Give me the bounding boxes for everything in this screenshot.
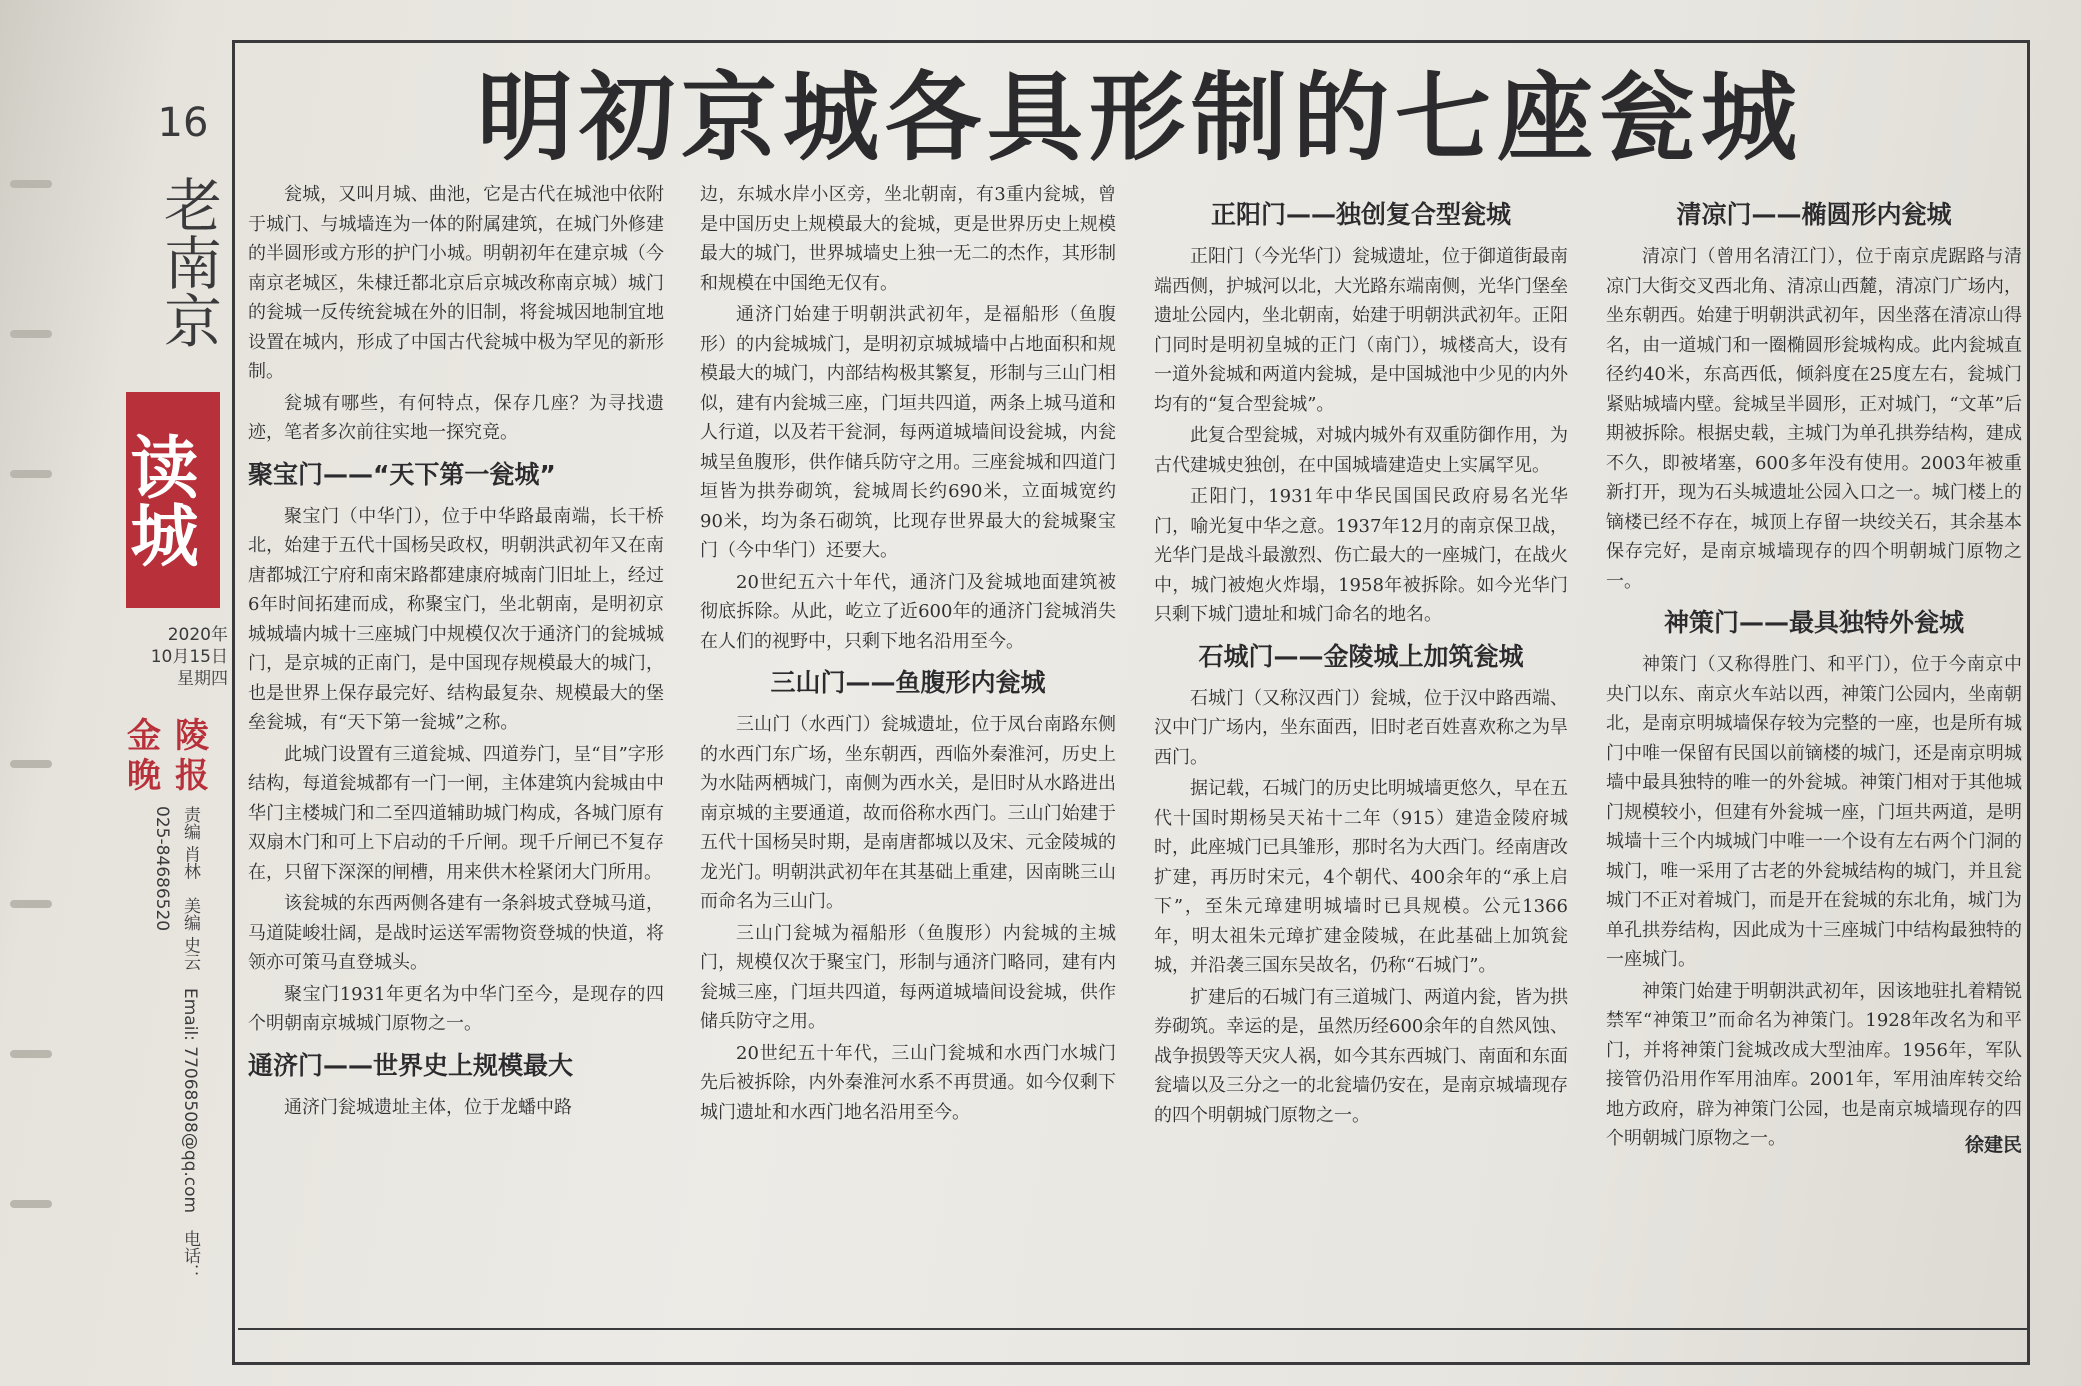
binding-hole	[10, 470, 52, 478]
article-paragraph: 神策门始建于明朝洪武初年，因该地驻扎着精锐禁军“神策卫”而命名为神策门。1928年改名为和平门，并将神策门瓮城改成大型油库。1956年，军队接管仍沿用作军用油库。2001年，军用油库转交给地方政府，辟为神策门公园，也是南京城墙现存的四个明朝城门原物之一。	[1606, 980, 2022, 1149]
article-paragraph: 此城门设置有三道瓮城、四道券门，呈“目”字形结构，每道瓮城都有一门一闸，主体建筑内瓮城由中华门主楼城门和二至四道辅助城门构成，各城门原有双扇木门和可上下启动的千斤闸。现千斤闸已不复存在，只留下深深的闸槽，用来供木栓紧闭大门所用。	[248, 743, 664, 883]
binding-hole	[10, 1200, 52, 1208]
article-paragraph: 通济门始建于明朝洪武初年，是福船形（鱼腹形）的内瓮城城门，是明初京城城墙中占地面积和规模最大的城门，内部结构极其繁复，形制与三山门相似，建有内瓮城三座，门垣共四道，两条上城马道和人行道，以及若干瓮洞，每两道城墙间设瓮城，内瓮城呈鱼腹形，供作储兵防守之用。三座瓮城和四道门垣皆为拱券砌筑，瓮城周长约690米，立面城宽约90米，均为条石砌筑，比现存世界最大的瓮城聚宝门（今中华门）还要大。	[700, 304, 1116, 561]
article-paragraph: 清凉门（曾用名清江门），位于南京虎踞路与清凉门大街交叉西北角、清凉山西麓，清凉门广场内，坐东朝西。始建于明朝洪武初年，因坐落在清凉山得名，由一道城门和一圈椭圆形瓮城构成。此内瓮城直径约40米，东高西低，倾斜度在25度左右，瓮城门紧贴城墙内壁。瓮城呈半圆形，正对城门，“文革”后期被拆除。根据史载，主城门为单孔拱券结构，建成不久，即被堵塞，600多年没有使用。2003年被重新打开，现为石头城遗址公园入口之一。城门楼上的镝楼已经不存在，城顶上存留一块绞关石，其余基本保存完好，是南京城墙现存的四个明朝城门原物之一。	[1606, 246, 2022, 592]
phone-line: 电话：025-84686520	[152, 806, 200, 1282]
article-paragraph: 石城门（又称汉西门）瓮城，位于汉中路西端、汉中门广场内，坐东面西，旧时老百姓喜欢称之为旱西门。	[1154, 687, 1568, 768]
logo-char: 陵	[175, 716, 209, 756]
section-heading: 神策门——最具独特外瓮城	[1663, 608, 1964, 637]
binding-hole	[10, 760, 52, 768]
section-heading: 三山门——鱼腹形内瓮城	[770, 668, 1046, 697]
article-paragraph: 正阳门（今光华门）瓮城遗址，位于御道街最南端西侧，护城河以北，大光路东端南侧，光华门堡垒遗址公园内，坐北朝南，始建于明朝洪武初年。正阳门同时是明初皇城的正门（南门），城楼高大，设有一道外瓮城和两道内瓮城，是中国城池中少见的内外均有的“复合型瓮城”。	[1154, 246, 1568, 415]
article-paragraph: 正阳门，1931年中华民国国民政府易名光华门，喻光复中华之意。1937年12月的南京保卫战，光华门是战斗最激烈、伤亡最大的一座城门，在战火中，城门被炮火炸塌，1958年被拆除。如今光华门只剩下城门遗址和城门命名的地名。	[1154, 486, 1568, 625]
binding-hole	[10, 180, 52, 188]
binding-holes	[0, 0, 70, 1386]
article-paragraph: 据记载，石城门的历史比明城墙更悠久，早在五代十国时期杨吴天祐十二年（915）建造金陵府城时，此座城门已具雏形，那时名为大西门。经南唐改扩建，再历时宋元，4个朝代、400余年的“承上启下”，至朱元璋建明城墙时已具规模。公元1366年，明太祖朱元璋扩建金陵城，在此基础上加筑瓮城，并沿袭三国东吴故名，仍称“石城门”。	[1154, 778, 1568, 976]
binding-hole	[10, 330, 52, 338]
author-byline: 徐建民	[1964, 1133, 2022, 1156]
date-day: 10月15日	[150, 647, 228, 667]
article-paragraph: 此复合型瓮城，对城内城外有双重防御作用，为古代建城史独创，在中国城墙建造史上实属罕见。	[1154, 425, 1568, 476]
article-column-3	[1154, 188, 1568, 1132]
date-year: 2020年	[167, 625, 228, 645]
section-heading: 石城门——金陵城上加筑瓮城	[1198, 641, 1524, 671]
logo-char: 报	[175, 756, 209, 796]
article-paragraph: 聚宝门（中华门），位于中华路最南端，长干桥北，始建于五代十国杨吴政权，明朝洪武初年又在南唐都城江宁府和南宋路都建康府城南门旧址上，经过6年时间拓建而成，称聚宝门，坐北朝南，是明初京城城墙内城十三座城门中规模仅次于通济门的瓮城城门，是京城的正南门，是中国现存规模最大的城门，也是世界上保存最完好、结构最复杂、规模最大的堡垒瓮城，有“天下第一瓮城”之称。	[248, 505, 664, 733]
article-column-4	[1606, 188, 2022, 1157]
section-heading: 清凉门——椭圆形内瓮城	[1676, 200, 1952, 229]
section-name: 老南京	[154, 175, 222, 349]
binding-hole	[10, 900, 52, 908]
section-heading: 通济门——世界史上规模最大	[248, 1050, 574, 1080]
email-line: Email: 77068508@qq.com	[180, 987, 200, 1213]
article-paragraph: 20世纪五十年代，三山门瓮城和水西门水城门先后被拆除，内外秦淮河水系不再贯通。如今仅剩下城门遗址和水西门地名沿用至今。	[700, 1042, 1116, 1123]
article-column-1	[248, 180, 664, 1124]
article-paragraph: 瓮城有哪些，有何特点，保存几座？为寻找遗迹，笔者多次前往实地一探究竟。	[248, 392, 664, 443]
bottom-rule	[238, 1328, 2028, 1330]
section-heading: 聚宝门——“天下第一瓮城”	[248, 459, 556, 489]
section-heading: 正阳门——独创复合型瓮城	[1210, 200, 1511, 229]
editor-line: 责编 肖林	[180, 806, 200, 880]
page-number: 16	[157, 100, 209, 146]
newspaper-logo	[120, 716, 220, 796]
date-weekday: 星期四	[177, 669, 228, 689]
article-paragraph: 扩建后的石城门有三道城门、两道内瓮，皆为拱券砌筑。幸运的是，虽然历经600余年的自然风蚀、战争损毁等天灾人祸，如今其东西城门、南面和东面瓮墙以及三分之一的北瓮墙仍安在，是南京城墙现存的四个明朝城门原物之一。	[1154, 986, 1568, 1126]
article-paragraph: 三山门（水西门）瓮城遗址，位于凤台南路东侧的水西门东广场，坐东朝西，西临外秦淮河，历史上为水陆两栖城门，南侧为西水关，是旧时从水路进出南京城的主要通道，故而俗称水西门。三山门始建于五代十国杨吴时期，是南唐都城以及宋、元金陵城的龙光门。明朝洪武初年在其基础上重建，因南眺三山而命名为三山门。	[700, 714, 1116, 912]
article-column-2	[700, 180, 1116, 1129]
article-paragraph: 20世纪五六十年代，通济门及瓮城地面建筑被彻底拆除。从此，屹立了近600年的通济门瓮城消失在人们的视野中，只剩下地名沿用至今。	[700, 571, 1116, 652]
column-name-badge: 读城	[126, 392, 220, 608]
designer-line: 美编 史云	[180, 896, 200, 971]
editor-contact	[134, 806, 204, 1306]
logo-char: 晚	[127, 756, 161, 796]
article-paragraph: 边，东城水岸小区旁，坐北朝南，有3重内瓮城，曾是中国历史上规模最大的瓮城，更是世界历史上规模最大的城门，世界城墙史上独一无二的杰作，其形制和规模在中国绝无仅有。	[700, 184, 1116, 294]
article-paragraph: 该瓮城的东西两侧各建有一条斜坡式登城马道，马道陡峻壮阔，是战时运送军需物资登城的快道，将领亦可策马直登城头。	[248, 893, 664, 973]
headline: 明初京城各具形制的七座瓮城	[477, 62, 1803, 174]
article-paragraph: 瓮城，又叫月城、曲池，它是古代在城池中依附于城门、与城墙连为一体的附属建筑，在城门外修建的半圆形或方形的护门小城。明朝初年在建京城（今南京老城区，朱棣迁都北京后京城改称南京城）城门的瓮城一反传统瓮城在外的旧制，将瓮城因地制宜地设置在城内，形成了中国古代瓮城中极为罕见的新形制。	[248, 184, 664, 382]
article-paragraph: 神策门（又称得胜门、和平门），位于今南京中央门以东、南京火车站以西，神策门公园内，坐南朝北，是南京明城墙保存较为完整的一座，也是所有城门中唯一保留有民国以前镝楼的城门，还是南京明城墙中最具独特的唯一的外瓮城。神策门相对于其他城门规模较小，但建有外瓮城一座，门垣共两道，是明城墙十三个内城城门中唯一一个设有左右两个门洞的城门，唯一采用了古老的外瓮城结构的城门，并且瓮城门不正对着城门，而是开在瓮城的东北角，城门为单孔拱券结构，因此成为十三座城门中结构最独特的一座城门。	[1606, 654, 2022, 970]
article-paragraph: 通济门瓮城遗址主体，位于龙蟠中路	[284, 1096, 572, 1118]
article-paragraph: 聚宝门1931年更名为中华门至今，是现存的四个明朝南京城城门原物之一。	[248, 983, 664, 1034]
binding-hole	[10, 1050, 52, 1058]
logo-char: 金	[127, 716, 161, 756]
article-paragraph: 三山门瓮城为福船形（鱼腹形）内瓮城的主城门，规模仅次于聚宝门，形制与通济门略同，建有内瓮城三座，门垣共四道，每两道城墙间设瓮城，供作储兵防守之用。	[700, 922, 1116, 1032]
issue-date	[128, 624, 228, 690]
